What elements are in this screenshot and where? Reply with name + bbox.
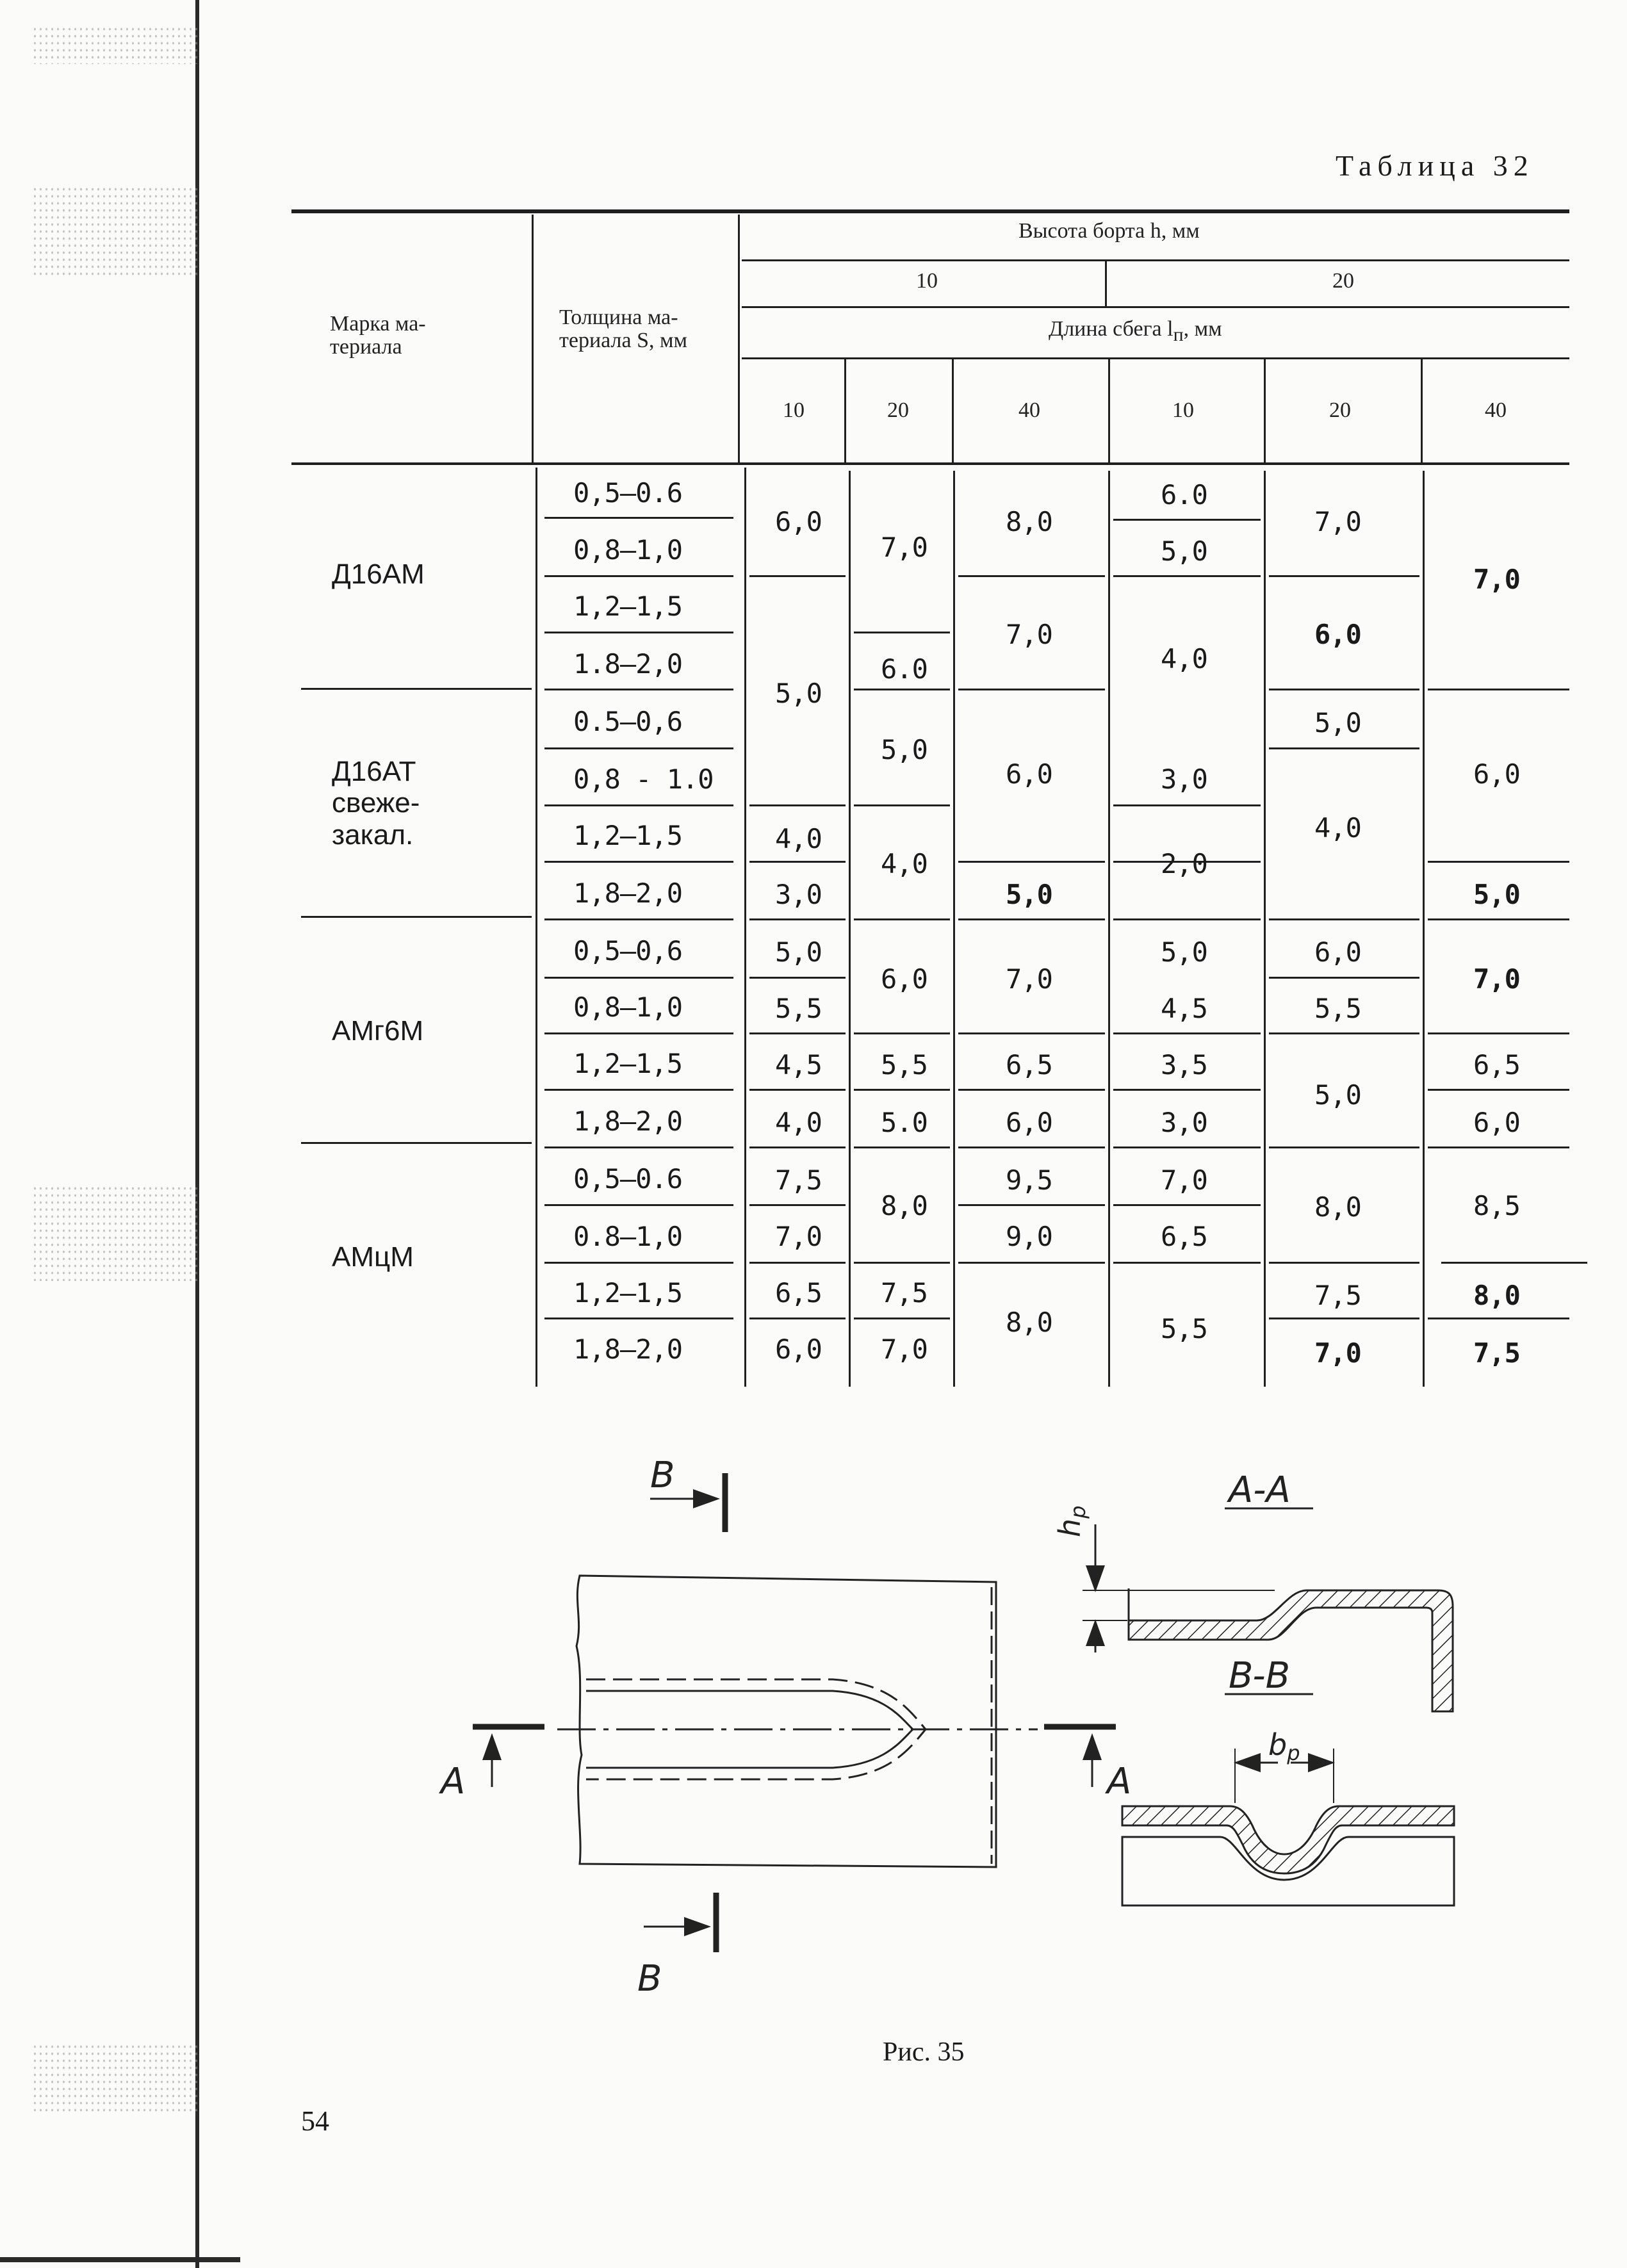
section-aa-label: A-A: [1229, 1469, 1291, 1511]
table-cell: 3,5: [1161, 1049, 1207, 1081]
table-cell: 6,5: [1006, 1049, 1052, 1081]
table-cell: 8,5: [1473, 1190, 1520, 1221]
table-cell: 6,0: [1006, 1107, 1052, 1138]
table-cell: 7,0: [881, 532, 928, 563]
section-marker-b: [644, 1473, 725, 1952]
thickness-value: 1,8—2,0: [573, 1334, 683, 1365]
table-cell: 7,0: [1473, 963, 1520, 995]
table-cell: 7,0: [775, 1221, 822, 1252]
thickness-value: 0,8—1,0: [573, 991, 683, 1023]
table-cell: 5,5: [881, 1049, 928, 1081]
header-runout-col: 20: [887, 398, 909, 422]
label-b-bottom: B: [637, 1958, 662, 2000]
table-cell: 6,0: [1473, 758, 1520, 790]
table-cell: 4,0: [775, 1107, 822, 1138]
table-cell: 7,5: [1314, 1280, 1361, 1311]
table-cell: 3,0: [1161, 1107, 1207, 1138]
table-cell: 7,0: [1006, 963, 1052, 995]
table-cell: 6,0: [1314, 936, 1361, 968]
thickness-value: 1,8—2,0: [573, 1105, 683, 1137]
thickness-value: 1,2—1,5: [573, 591, 683, 622]
header-runout-col: 10: [783, 398, 805, 422]
table-cell: 6,0: [775, 1334, 822, 1365]
table-cell: 5,0: [881, 734, 928, 765]
thickness-value: 1,2—1,5: [573, 1277, 683, 1309]
thickness-value: 0,5—0.6: [573, 1163, 683, 1195]
label-a-right: A: [1107, 1761, 1132, 1802]
table-cell: 4,5: [775, 1049, 822, 1081]
table-cell: 7,0: [881, 1334, 928, 1365]
thickness-value: 0,5—0.6: [573, 477, 683, 509]
table-cell: 5,5: [1161, 1313, 1207, 1344]
table-cell: 5,0: [1161, 535, 1207, 567]
table-cell: 4,0: [1161, 643, 1207, 674]
header-material: Марка ма- териала: [330, 312, 426, 359]
header-flange-height: Высота борта h, мм: [1018, 219, 1200, 243]
table-cell: 5,5: [1314, 993, 1361, 1024]
table-cell: 4,0: [881, 848, 928, 879]
header-runout-col: 40: [1485, 398, 1507, 422]
header-thickness: Толщина ма- териала S, мм: [559, 306, 688, 352]
table-cell: 7,0: [1314, 506, 1361, 537]
thickness-value: 1,8—2,0: [573, 877, 683, 909]
section-bb-profile: [1122, 1806, 1454, 1905]
table-cell: 5,0: [1161, 936, 1207, 968]
table-cell: 7,0: [1314, 1337, 1361, 1369]
table-cell: 5.0: [881, 1107, 928, 1138]
table-cell: 4,5: [1161, 993, 1207, 1024]
thickness-value: 1,2—1,5: [573, 820, 683, 851]
table-cell: 7,5: [1473, 1337, 1520, 1369]
page-number: 54: [301, 2105, 329, 2137]
table-cell: 4,0: [1314, 812, 1361, 844]
label-b-top: B: [650, 1455, 675, 1496]
table-cell: 7,0: [1161, 1164, 1207, 1196]
table-cell: 6,5: [1161, 1221, 1207, 1252]
thickness-value: 0.5—0,6: [573, 706, 683, 737]
table-cell: 6.0: [881, 653, 928, 685]
table-cell: 5,0: [1314, 1079, 1361, 1111]
table-cell: 9,0: [1006, 1221, 1052, 1252]
table-cell: 6,0: [1314, 619, 1361, 650]
table-cell: 6,0: [775, 506, 822, 537]
table-cell: 6,0: [881, 963, 928, 995]
plan-view: [557, 1576, 1038, 1867]
table-cell: 4,0: [775, 823, 822, 854]
section-aa-profile: [1129, 1588, 1453, 1711]
header-runout-col: 10: [1172, 398, 1194, 422]
material-name: АМг6М: [332, 1015, 424, 1047]
table-cell: 3,0: [1161, 763, 1207, 795]
thickness-value: 1,2—1,5: [573, 1048, 683, 1079]
thickness-value: 0,8—1,0: [573, 534, 683, 566]
table-cell: 7,5: [881, 1277, 928, 1309]
section-marker-a: [473, 1727, 1116, 1787]
table-cell: 5,5: [775, 993, 822, 1024]
table-cell: 6.0: [1161, 479, 1207, 510]
dim-h-label: hp: [1052, 1505, 1090, 1537]
thickness-value: 0,5—0,6: [573, 935, 683, 967]
figure-caption: Рис. 35: [883, 2037, 965, 2067]
table-cell: 7,5: [775, 1164, 822, 1196]
table-cell: 5,0: [1314, 707, 1361, 738]
table-cell: 5,0: [1473, 879, 1520, 910]
table-cell: 7,0: [1006, 619, 1052, 650]
table-cell: 5,0: [775, 678, 822, 709]
dim-b-label: bp: [1268, 1727, 1300, 1765]
material-name: Д16АТ свеже- закал.: [332, 756, 420, 851]
thickness-value: 0.8—1,0: [573, 1221, 683, 1252]
table-cell: 3,0: [775, 879, 822, 910]
table-title: Таблица 32: [1336, 149, 1534, 182]
table-cell: 8,0: [1473, 1280, 1520, 1311]
section-bb-label: B-B: [1229, 1655, 1291, 1697]
thickness-value: 0,8 - 1.0: [573, 763, 714, 795]
table-cell: 8,0: [1314, 1191, 1361, 1223]
table-cell: 6,5: [775, 1277, 822, 1309]
label-a-left: A: [441, 1761, 466, 1802]
header-runout-col: 40: [1018, 398, 1040, 422]
header-runout-col: 20: [1329, 398, 1351, 422]
table-cell: 7,0: [1473, 564, 1520, 595]
header-height-10: 10: [916, 269, 938, 293]
header-runout: Длина сбега $l_п$, мм: [1049, 317, 1222, 345]
table-cell: 6,0: [1473, 1107, 1520, 1138]
table-cell: 8,0: [1006, 1307, 1052, 1338]
table-cell: 6,5: [1473, 1049, 1520, 1081]
table-cell: 6,0: [1006, 758, 1052, 790]
table-cell: 9,5: [1006, 1164, 1052, 1196]
table-cell: 5,0: [775, 936, 822, 968]
table-cell: 8,0: [881, 1190, 928, 1221]
table-cell: 8,0: [1006, 506, 1052, 537]
material-name: Д16АМ: [332, 559, 425, 590]
thickness-value: 1.8—2,0: [573, 648, 683, 680]
table-cell: 5,0: [1006, 879, 1052, 910]
table-cell: 2,0: [1161, 848, 1207, 879]
header-height-20: 20: [1332, 269, 1354, 293]
material-name: АМцМ: [332, 1241, 414, 1273]
